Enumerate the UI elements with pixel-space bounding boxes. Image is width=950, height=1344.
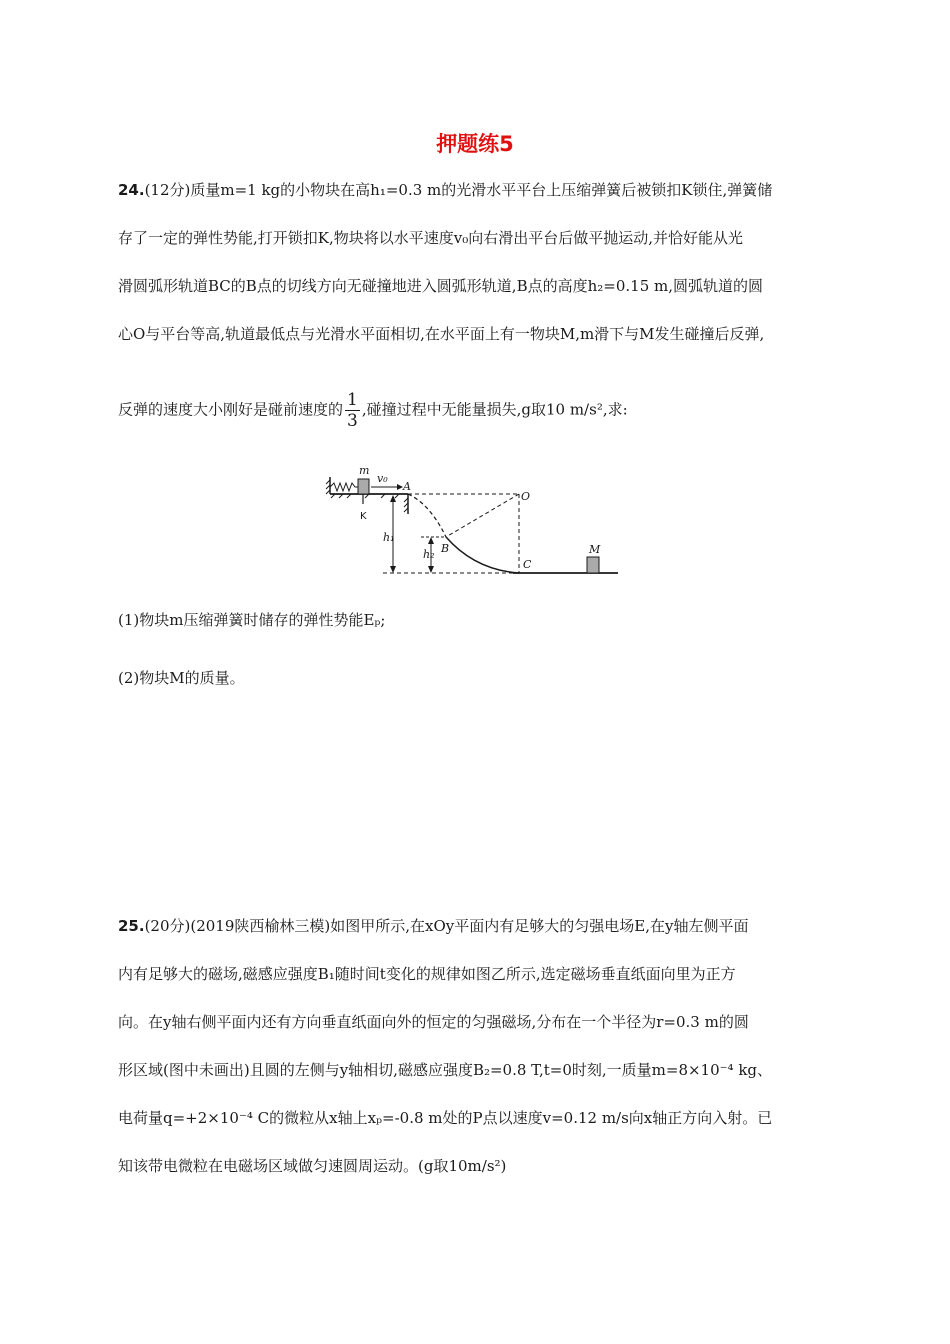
arc-bc [446, 537, 519, 573]
q24-text-1: (12分)质量m=1 kg的小物块在高h₁=0.3 m的光滑水平平台上压缩弹簧后被锁扣K锁住,弹簧储 [144, 181, 773, 199]
q24-line-1 [118, 180, 838, 200]
label-h1: h₁ [383, 531, 395, 544]
q24-line-4: 心O与平台等高,轨道最低点与光滑水平面相切,在水平面上有一物块M,m滑下与M发生碰撞后反弹, [118, 325, 765, 343]
block-M [587, 557, 599, 573]
q25-line-2: 内有足够大的磁场,磁感应强度B₁随时间t变化的规律如图乙所示,选定磁场垂直纸面向里为正方 [118, 965, 736, 983]
label-M: M [589, 543, 601, 556]
trajectory [408, 494, 446, 537]
q24-line-5 [118, 390, 838, 431]
fraction-one-third [345, 390, 360, 431]
q25-line-4: 形区域(图中未画出)且圆的左侧与y轴相切,磁感应强度B₂=0.8 T,t=0时刻,一质量m=8×10⁻⁴ kg、 [118, 1061, 773, 1079]
q24-sub-2: (2)物块M的质量。 [118, 669, 245, 687]
label-o: O [521, 490, 531, 503]
label-k: K [360, 511, 367, 522]
label-c: C [523, 558, 532, 571]
q24-text-5b: ,碰撞过程中无能量损失,g取10 m/s²,求: [361, 400, 628, 419]
q24-text-5a: 反弹的速度大小刚好是碰前速度的 [118, 400, 344, 419]
fraction-denominator: 3 [347, 411, 358, 431]
block-m [358, 479, 369, 494]
q25-line-1 [118, 916, 838, 936]
q24-number: 24. [118, 181, 145, 199]
q24-sub-1: (1)物块m压缩弹簧时储存的弹性势能Eₚ; [118, 611, 386, 629]
label-b: B [441, 542, 450, 555]
q24-line-3: 滑圆弧形轨道BC的B点的切线方向无碰撞地进入圆弧形轨道,B点的高度h₂=0.15 m,圆弧轨道的圆 [118, 277, 763, 295]
q25-line-3: 向。在y轴右侧平面内还有方向垂直纸面向外的恒定的匀强磁场,分布在一个半径为r=0.3 m的圆 [118, 1013, 749, 1031]
label-a: A [403, 480, 411, 493]
q25-line-6: 知该带电微粒在电磁场区域做匀速圆周运动。(g取10m/s²) [118, 1157, 507, 1175]
q25-text-1: (20分)(2019陕西榆林三模)如图甲所示,在xOy平面内有足够大的匀强电场E,在y轴左侧平面 [144, 917, 749, 935]
q24-line-2: 存了一定的弹性势能,打开锁扣K,物块将以水平速度v₀向右滑出平台后做平抛运动,并恰好能从光 [118, 229, 744, 247]
radius-ob [446, 494, 519, 537]
spring [330, 483, 358, 491]
fraction-numerator: 1 [347, 390, 358, 410]
label-v0: v₀ [377, 472, 388, 485]
q25-number: 25. [118, 917, 145, 935]
label-m: m [359, 464, 370, 477]
q25-line-5: 电荷量q=+2×10⁻⁴ C的微粒从x轴上xₚ=-0.8 m处的P点以速度v=0.12 m/s向x轴正方向入射。已 [118, 1109, 773, 1127]
physics-figure [325, 462, 625, 582]
page-title: 押题练5 [436, 132, 514, 156]
label-h2: h₂ [423, 548, 435, 561]
